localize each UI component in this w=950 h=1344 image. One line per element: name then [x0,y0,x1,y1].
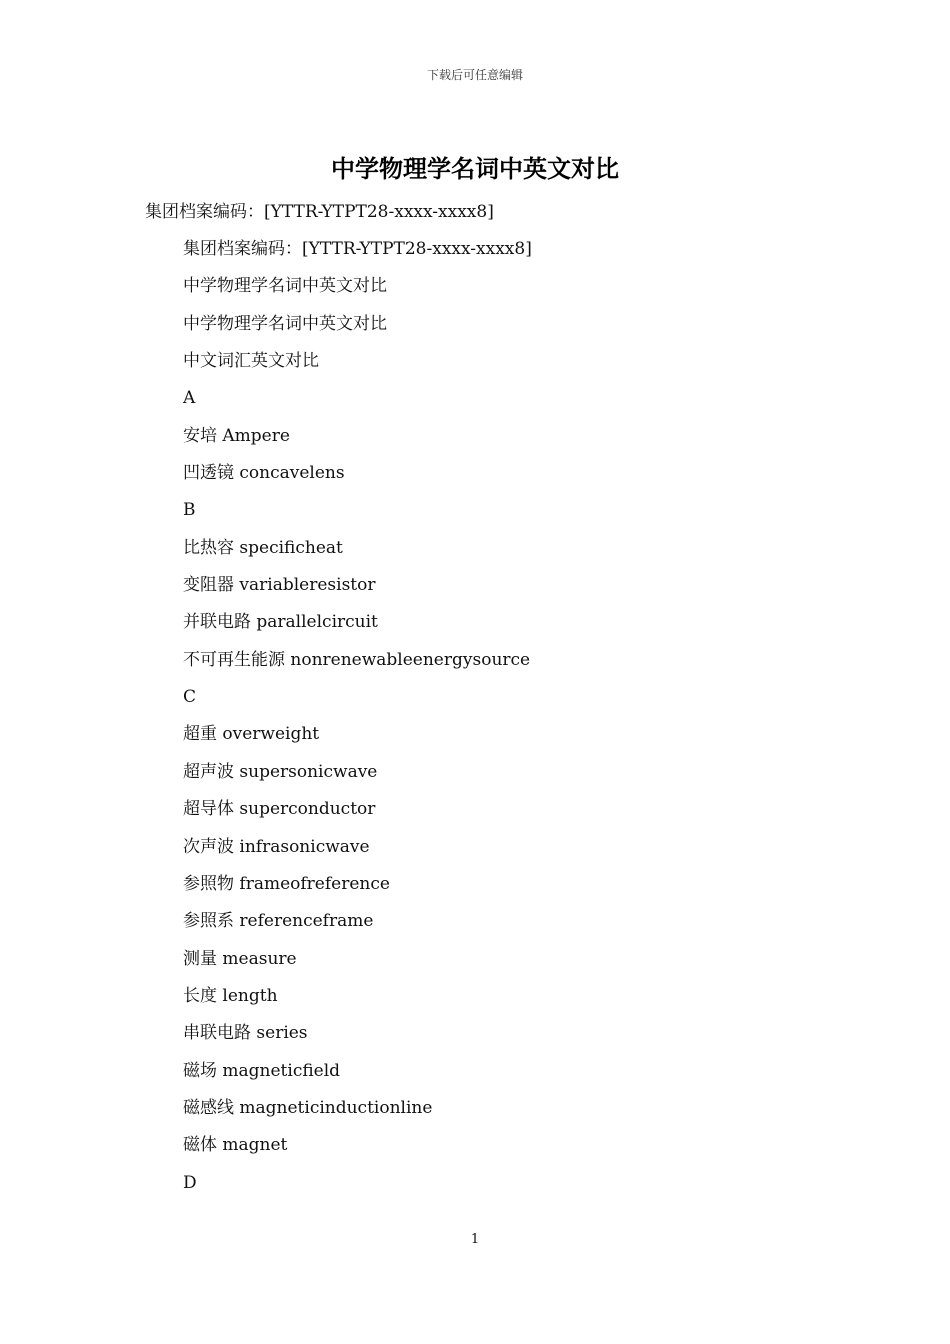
list-item: 测量 measure [183,948,297,969]
glossary-list [183,236,532,1207]
list-item: 凹透镜 concavelens [183,463,345,484]
list-item: 磁场 magneticfield [183,1060,341,1081]
list-item: 磁感线 magneticinductionline [183,1097,433,1118]
list-item: 磁体 magnet [183,1135,288,1156]
list-item: 中学物理学名词中英文对比 [183,276,387,297]
section-letter: A [183,388,196,409]
section-letter: B [183,500,196,521]
list-item: 中文词汇英文对比 [183,351,319,372]
list-item: 次声波 infrasonicwave [183,836,370,857]
list-item: 集团档案编码：[YTTR-YTPT28-xxxx-xxxx8] [183,239,532,259]
list-item: 超重 overweight [183,724,320,745]
page-number: 1 [470,1232,480,1247]
page-header-note: 下载后可任意编辑 [426,68,523,82]
list-item: 参照物 frameofreference [183,873,390,894]
list-item: 参照系 referenceframe [183,911,374,932]
list-item: 比热容 specificheat [183,537,343,558]
document-title: 中学物理学名词中英文对比 [331,154,619,183]
section-letter: D [183,1172,197,1193]
list-item: 变阻器 variableresistor [183,575,376,596]
section-letter: C [183,687,197,708]
list-item: 长度 length [183,985,278,1006]
list-item: 并联电路 parallelcircuit [183,612,378,633]
list-item: 超声波 supersonicwave [183,761,378,782]
list-item: 中学物理学名词中英文对比 [183,313,387,334]
list-item: 超导体 superconductor [183,799,376,820]
list-item: 安培 Ampere [183,425,290,446]
list-item: 不可再生能源 nonrenewableenergysource [183,649,531,670]
list-item: 串联电路 series [183,1023,308,1044]
archive-code: 集团档案编码：[YTTR-YTPT28-xxxx-xxxx8] [145,202,494,222]
